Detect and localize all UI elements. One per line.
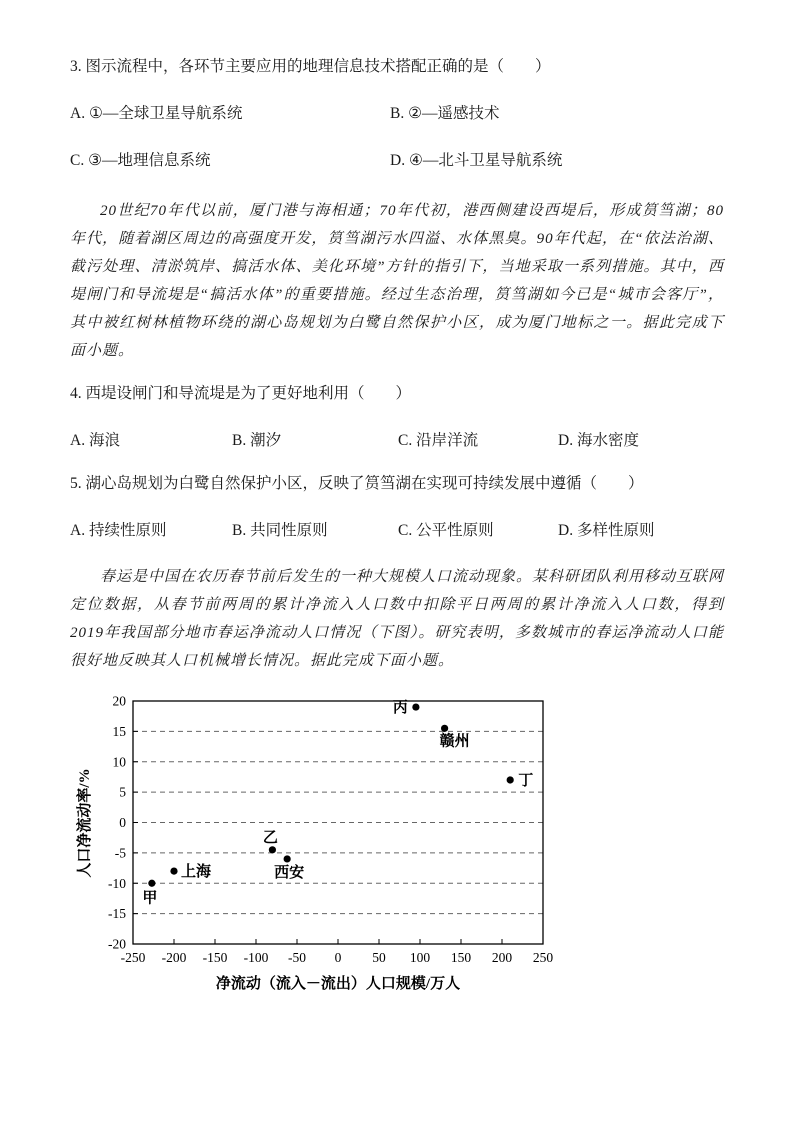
svg-text:5: 5	[119, 784, 126, 800]
svg-text:250: 250	[532, 950, 554, 965]
svg-text:0: 0	[119, 815, 126, 830]
y-axis-label: 人口净流动率/%	[77, 768, 93, 878]
question-5-options	[70, 520, 724, 542]
question-3-options-row-1	[70, 103, 724, 125]
svg-text:-15: -15	[108, 906, 126, 922]
question-4-text: 4. 西堤设闸门和导流堤是为了更好地利用（ ）	[70, 385, 412, 402]
svg-text:10: 10	[112, 754, 126, 770]
svg-text:上海: 上海	[181, 864, 212, 881]
svg-text:100: 100	[409, 950, 431, 965]
scatter-chart-container	[72, 689, 724, 1006]
chart-plot-area	[108, 694, 553, 966]
passage-yundang-lake: 20世纪70年代以前，厦门港与海相通；70年代初，港西侧建设西堤后，形成筼筜湖；80年代，随着湖区周边的高强度开发，筼筜湖污水四溢、水体黑臭。90年代起，在“依法治湖、截污处理、清淤筑岸、搞活水体、美化环境”方针的指引下，当地采取一系列措施。其中，西堤闸门和导流堤是“搞活水体”的重要措施。经过生态治理，筼筜湖如今已是“城市会客厅”，其中被红树林植物环绕的湖心岛规划为白鹭自然保护小区，成为厦门地标之一。据此完成下面小题。	[70, 203, 724, 359]
x-axis-label: 净流动（流入－流出）人口规模/万人	[215, 976, 461, 992]
svg-text:50: 50	[372, 950, 386, 965]
svg-text:甲: 甲	[142, 890, 158, 907]
svg-text:丁: 丁	[518, 772, 534, 789]
svg-text:-200: -200	[161, 950, 187, 965]
q3-option-d: D. ④—北斗卫星导航系统	[390, 152, 563, 169]
svg-text:-50: -50	[288, 950, 306, 965]
svg-text:-100: -100	[243, 950, 269, 965]
svg-text:西安: 西安	[274, 864, 305, 881]
q5-option-b: B. 共同性原则	[232, 522, 328, 539]
scatter-chart	[72, 689, 592, 1001]
svg-text:200: 200	[491, 950, 513, 965]
svg-text:-20: -20	[108, 936, 126, 952]
svg-text:20: 20	[112, 693, 126, 709]
svg-text:150: 150	[450, 950, 472, 965]
q5-option-d: D. 多样性原则	[558, 522, 655, 539]
svg-text:-250: -250	[120, 950, 146, 965]
q5-option-a: A. 持续性原则	[70, 522, 167, 539]
svg-text:0: 0	[334, 950, 342, 965]
question-5-text: 5. 湖心岛规划为白鹭自然保护小区，反映了筼筜湖在实现可持续发展中遵循（ ）	[70, 475, 644, 492]
svg-text:赣州: 赣州	[439, 733, 470, 750]
question-3-options-row-2	[70, 150, 724, 172]
svg-text:-5: -5	[114, 845, 126, 861]
question-4-options	[70, 430, 724, 452]
q3-option-b: B. ②—遥感技术	[390, 105, 500, 122]
q3-option-a: A. ①—全球卫星导航系统	[70, 105, 243, 122]
q5-option-c: C. 公平性原则	[398, 522, 494, 539]
question-3-text: 3. 图示流程中，各环节主要应用的地理信息技术搭配正确的是（ ）	[70, 58, 551, 75]
q4-option-c: C. 沿岸洋流	[398, 432, 479, 449]
svg-text:-10: -10	[108, 875, 126, 891]
q3-option-c: C. ③—地理信息系统	[70, 152, 211, 169]
svg-text:15: 15	[112, 723, 126, 739]
passage-chunyun: 春运是中国在农历春节前后发生的一种大规模人口流动现象。某科研团队利用移动互联网定位数据，从春节前两周的累计净流入人口数中扣除平日两周的累计净流入人口数，得到2019年我国部分地市春运净流动人口情况（下图）。研究表明，多数城市的春运净流动人口能很好地反映其人口机械增长情况。据此完成下面小题。	[70, 569, 725, 669]
svg-text:乙: 乙	[262, 829, 278, 846]
q4-option-b: B. 潮汐	[232, 432, 282, 449]
svg-text:-150: -150	[202, 950, 228, 965]
q4-option-a: A. 海浪	[70, 432, 120, 449]
svg-text:丙: 丙	[392, 700, 408, 717]
q4-option-d: D. 海水密度	[558, 432, 639, 449]
